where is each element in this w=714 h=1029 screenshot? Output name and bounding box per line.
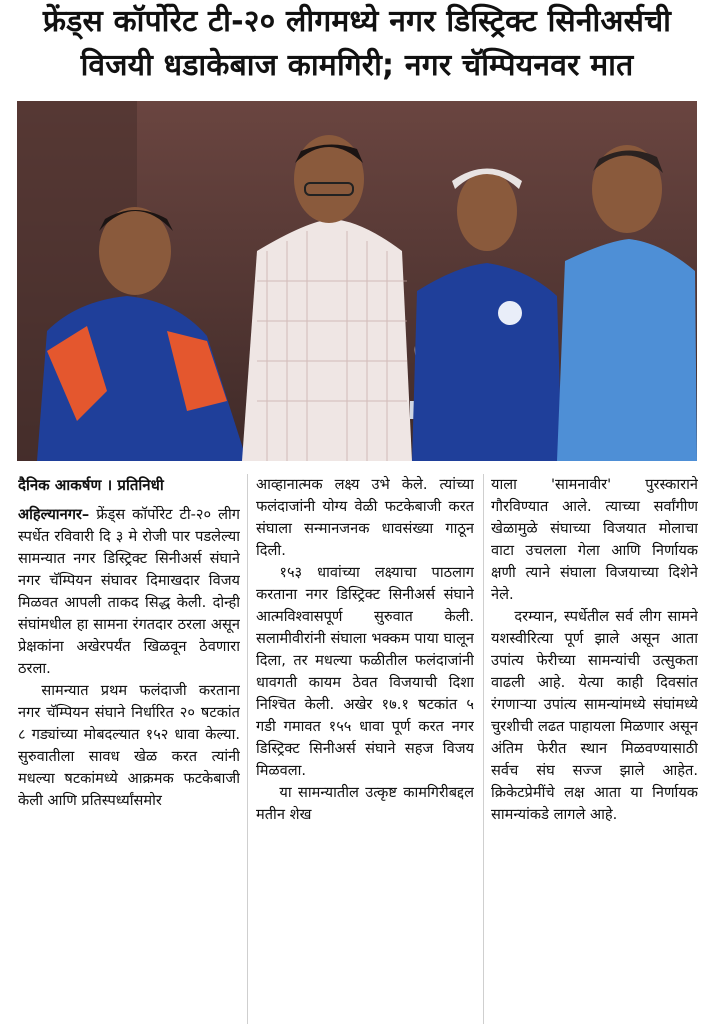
dateline: अहिल्यानगर– — [18, 506, 90, 523]
column-1-paragraph-1 — [18, 504, 240, 680]
headline-line-1: फ्रेंड्स कॉर्पोरेट टी-२० लीगमध्ये नगर डिस्ट्रिक्ट सिनीअर्सची — [42, 4, 672, 39]
article-column-3 — [491, 474, 698, 1024]
column-2-paragraph-2: १५३ धावांच्या लक्ष्याचा पाठलाग करताना नगर डिस्ट्रिक्ट सिनीअर्स संघाने आत्मविश्वासपूर्ण सुरुवात केली. सलामीवीरांनी संघाला भक्कम पाया घालून दिला, तर मधल्या फळीतील फलंदाजांनी धावगती कायम ठेवत विजयाची दिशा निश्चित केली. अखेर १७.१ षटकांत ५ गडी गमावत १५५ धावा पूर्ण करत नगर डिस्ट्रिक्ट सिनीअर्स संघाने सहज विजय मिळवला. — [256, 564, 474, 779]
headline — [0, 0, 714, 92]
column-3-paragraph-1: याला 'सामनावीर' पुरस्काराने गौरविण्यात आले. त्याच्या सर्वांगीण खेळामुळे संघाच्या विजयात मोलाचा वाटा उचलला गेला आणि निर्णायक क्षणी त्याने संघाला विजयाच्या दिशेने नेले. — [491, 476, 698, 603]
column-1-paragraph-2: सामन्यात प्रथम फलंदाजी करताना नगर चॅम्पियन संघाने निर्धारित २० षटकांत ८ गड्यांच्या मोबदल्यात १५२ धावा केल्या. सुरुवातीला सावध खेळ करत त्यांनी मधल्या षटकांमध्ये आक्रमक फटकेबाजी केली आणि प्रतिस्पर्ध्यांसमोर — [18, 682, 240, 809]
byline: दैनिक आकर्षण । प्रतिनिधी — [18, 476, 164, 494]
headline-line-2: विजयी धडाकेबाज कामगिरी; नगर चॅम्पियनवर मात — [80, 48, 634, 83]
column-divider-1 — [247, 474, 248, 1024]
column-1-paragraph-1-text: फ्रेंड्स कॉर्पोरेट टी-२० लीग स्पर्धेत रविवारी दि ३ मे रोजी पार पडलेल्या सामन्यात नगर डिस्ट्रिक्ट सिनीअर्स संघाने नगर चॅम्पियन संघावर दिमाखदार विजय मिळवत आपली ताकद सिद्ध केली. दोन्ही संघांमधील हा सामना रंगतदार ठरला असून प्रेक्षकांना अखेरपर्यंत खिळवून ठेवणारा ठरला. — [18, 506, 240, 677]
news-photo — [17, 101, 697, 461]
column-divider-2 — [483, 474, 484, 1024]
trophy-presentation-image — [17, 101, 697, 461]
column-3-paragraph-2: दरम्यान, स्पर्धेतील सर्व लीग सामने यशस्वीरित्या पूर्ण झाले असून आता उपांत्य फेरीच्या सामन्यांची उत्सुकता वाढली आहे. येत्या काही दिवसांत रंगणाऱ्या उपांत्य सामन्यांमध्ये संघांमध्ये चुरशीची लढत पाहायला मिळणार असून अंतिम फेरीत स्थान मिळवण्यासाठी सर्वच संघ सज्ज झाले आहेत. क्रिकेटप्रेमींचे लक्ष आता या निर्णायक सामन्यांकडे लागले आहे. — [491, 608, 698, 823]
article-column-1 — [18, 474, 240, 1024]
column-2-paragraph-1: आव्हानात्मक लक्ष्य उभे केले. त्यांच्या फलंदाजांनी योग्य वेळी फटकेबाजी करत संघाला सन्मानजनक धावसंख्या गाठून दिली. — [256, 476, 474, 559]
article-column-2 — [256, 474, 474, 1024]
column-2-paragraph-3: या सामन्यातील उत्कृष्ट कामगिरीबद्दल मतीन शेख — [256, 784, 474, 823]
